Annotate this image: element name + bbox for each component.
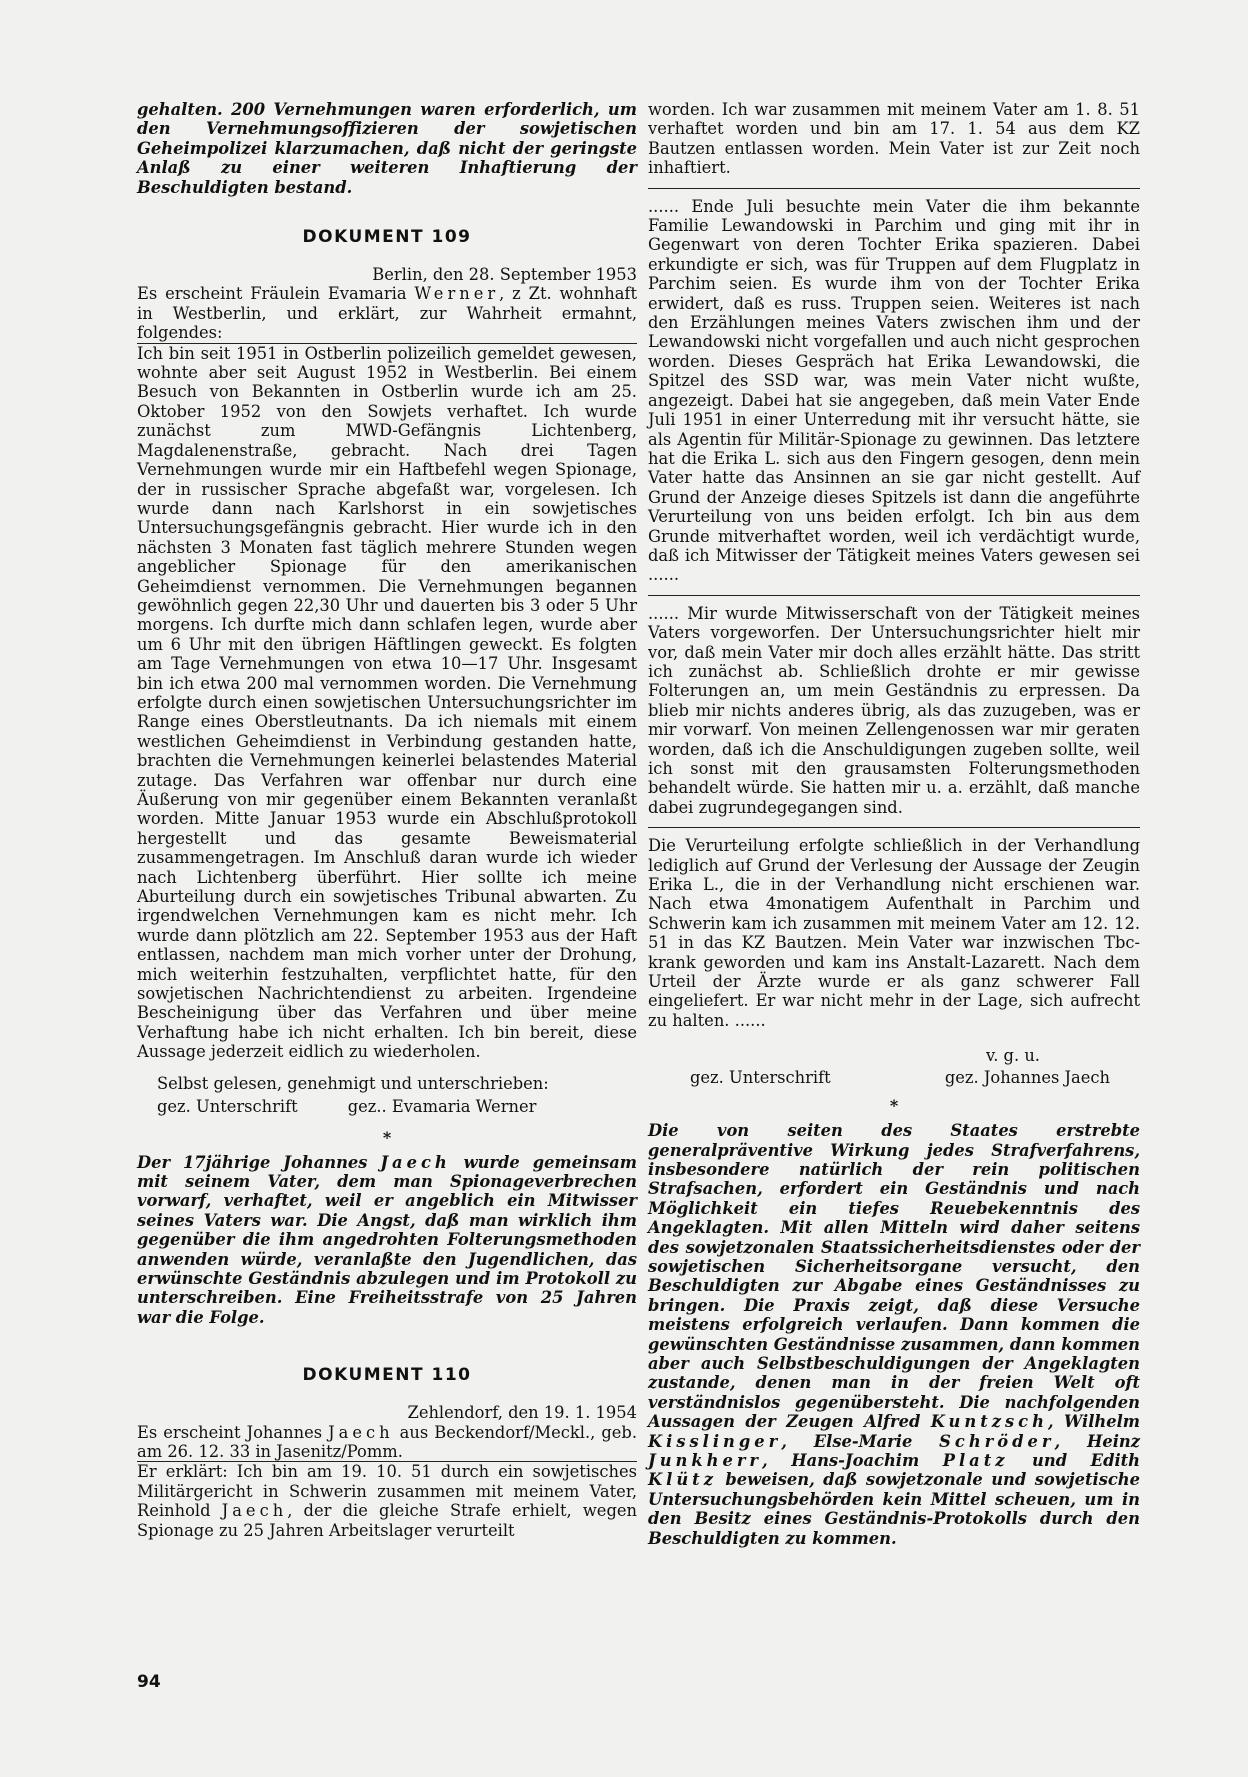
document-110-dateline: Zehlendorf, den 19. 1. 1954: [407, 1403, 637, 1423]
signature-left: gez. Unterschrift: [690, 1067, 831, 1087]
left-column: [137, 100, 637, 1540]
document-109-heading: DOKUMENT 109: [302, 227, 472, 248]
witness-name: Werner: [414, 284, 500, 304]
signature-right: gez.. Evamaria Werner: [347, 1097, 537, 1117]
document-110-intro: Es erscheint Johannes Jaech aus Beckendorf/Meckl., geb. am 26. 12. 33 in Jasenitz/Pomm.: [137, 1422, 637, 1461]
document-109-body: Ich bin seit 1951 in Ostberlin polizeilich gemeldet gewesen, wohnte aber seit August 1952 in Westberlin. Bei einem Besuch von Bekannten in Ostberlin wurde ich am 25. Oktober 1952 von den Sowjets verhaftet. Ich wurde zunächst zum MWD-Gefängnis Lichtenberg, Magdalenenstraße, gebracht. Nach drei Tagen Vernehmungen wurde mir ein Haftbefehl wegen Spionage, der in russischer Sprache abgefaßt war, vorgelesen. Ich wurde dann nach Karlshorst in ein sowjetisches Untersuchungsgefängnis gebracht. Hier wurde ich in den nächsten 3 Monaten fast täglich mehrere Stunden wegen angeblicher Spionage für den amerikanischen Geheimdienst vernommen. Die Vernehmungen begannen gewöhnlich gegen 22,30 Uhr und dauerten bis 3 oder 5 Uhr morgens. Ich durfte mich dann schlafen legen, wurde aber um 6 Uhr mit den übrigen Häftlingen geweckt. Es folgten am Tage Vernehmungen von etwa 10—17 Uhr. Insgesamt bin ich etwa 200 mal vernommen worden. Die Vernehmung erfolgte durch einen sowjetischen Untersuchungsrichter im Range eines Oberstleutnants. Da ich niemals mit einem westlichen Geheimdienst in Verbindung gestanden hatte, brachten die Vernehmungen keinerlei belastendes Material zutage. Das Verfahren war offenbar nur durch eine Äußerung von mir gegenüber einem Bekannten veranlaßt worden. Mitte Januar 1953 wurde ein Abschlußprotokoll hergestellt und das gesamte Beweismaterial zusammengetragen. Im Anschluß daran wurde ich wieder nach Lichtenberg überführt. Hier sollte ich meine Aburteilung durch ein sowjetisches Tribunal abwarten. Zu irgendwelchen Vernehmungen kam es nicht mehr. Ich wurde dann plötzlich am 22. September 1953 aus der Haft entlassen, nachdem man mich vorher unter der Drohung, mich weiterhin festzuhalten, verpflichtet hatte, für den sowjetischen Nachrichtendienst zu arbeiten. Irgendeine Bescheinigung über das Verfahren und über meine Verhaftung habe ich nicht erhalten. Ich bin bereit, diese Aussage jederzeit eidlich zu wiederholen.: [137, 343, 637, 1062]
document-110-continuation: worden. Ich war zusammen mit meinem Vater am 1. 8. 51 verhaftet worden und bin am 17. 1. 54 aus dem KZ Bautzen entlassen worden. Mein Vater ist zur Zeit noch inhaftiert.: [648, 100, 1140, 178]
document-110-paragraph-3: ...... Mir wurde Mitwisserschaft von der Tätigkeit meines Vaters vorgeworfen. Der Untersuchungsrichter hielt mir vor, daß mein Vater mir doch alles erzählt hätte. Das stritt ich zunächst ab. Schließlich drohte er mir gewisse Folterungen an, um mein Geständnis zu erpressen. Da blieb mir nichts anderes übrig, als das zuzugeben, was er mir vorwarf. Von meinen Zellengenossen war mir geraten worden, daß ich die Anschuldigungen zugeben sollte, weil ich sonst mit den grausamsten Folterungsmethoden behandelt würde. Sie hatten mir u. a. erzählt, daß manche dabei zugrundegegangen sind.: [648, 603, 1140, 817]
document-109-dateline: Berlin, den 28. September 1953: [372, 265, 637, 285]
page-number: 94: [137, 1672, 161, 1692]
document-110-signatures: [648, 1066, 1140, 1087]
document-110-paragraph-4: Die Verurteilung erfolgte schließlich in der Verhandlung lediglich auf Grund der Verlesung der Aussage der Zeugin Erika L., die in der Verhandlung nicht erschienen war. Nach etwa 4monatigem Aufenthalt in Parchim und Schwerin kam ich zusammen mit meinem Vater am 12. 12. 51 in das KZ Bautzen. Mein Vater war inzwischen Tbc-krank geworden und kam ins Anstalt-Lazarett. Nach dem Urteil der Ärzte wurde er als ganz schwerer Fall eingeliefert. Er war nicht mehr in der Lage, sich aufrecht zu halten. ......: [648, 836, 1140, 1030]
intro-italic-paragraph: gehalten. 200 Vernehmungen waren erforderlich, um den Vernehmungsoffizieren der sowjetischen Geheimpolizei klarzumachen, daß nicht der geringste Anlaß zu einer weiteren Inhaftierung der Beschuldigten bestand.: [137, 100, 637, 197]
right-column: [648, 100, 1140, 1548]
document-109-signatures: [137, 1097, 637, 1116]
document-110-heading: DOKUMENT 110: [302, 1365, 472, 1386]
separator-star: *: [382, 1127, 392, 1147]
vgu-mark: v. g. u.: [985, 1046, 1040, 1066]
signature-right: gez. Johannes Jaech: [944, 1067, 1110, 1087]
divider: [648, 827, 1140, 828]
jaech-summary-italic: Der 17jährige Johannes Jaech wurde gemeinsam mit seinem Vater, dem man Spionageverbrechen vorwarf, verhaftet, weil er angeblich ein Mitwisser seines Vaters war. Die Angst, daß man wirklich ihm gegenüber die ihm angedrohten Folterungsmethoden anwenden würde, veranlaßte den Jugendlichen, das erwünschte Geständnis abzulegen und im Protokoll zu unterschreiben. Eine Freiheitsstrafe von 25 Jahren war die Folge.: [137, 1152, 637, 1327]
divider: [648, 188, 1140, 189]
document-110-paragraph-2: ...... Ende Juli besuchte mein Vater die ihm bekannte Familie Lewandowski in Parchim und ging mit ihr in Gegenwart von deren Tochter Erika spazieren. Dabei erkundigte er sich, was für Truppen auf dem Flugplatz in Parchim seien. Es wurde ihm von der Tochter Erika erwidert, daß es russ. Truppen seien. Weiteres ist nach den Erzählungen meines Vaters zwischen ihm und der Lewandowski nicht vorgefallen und auch nicht gesprochen worden. Dieses Gespräch hat Erika Lewandowski, die Spitzel des SSD war, was mein Vater nicht wußte, angezeigt. Dabei hat sie angegeben, daß mein Vater Ende Juli 1951 in einer Unterredung mit ihr versucht hätte, sie als Agentin für Militär-Spionage zu gewinnen. Das letztere hat die Erika L. sich aus den Fingern gesogen, denn mein Vater hatte das Ansinnen an sie gar nicht gestellt. Auf Grund der Anzeige dieses Spitzels ist dann die angeführte Verurteilung von uns beiden erfolgt. Ich bin aus dem Grunde mitverhaftet worden, weil ich verdächtigt wurde, daß ich Mitwisser der Tätigkeit meines Vaters gewesen sei ......: [648, 196, 1140, 585]
signature-left: gez. Unterschrift: [157, 1097, 298, 1117]
document-110-body-start: Er erklärt: Ich bin am 19. 10. 51 durch ein sowjetisches Militärgericht in Schwerin zusammen mit meinem Vater, Reinhold Jaech, der die gleiche Strafe erhielt, wegen Spionage zu 25 Jahren Arbeitslager verurteilt: [137, 1462, 637, 1540]
confession-commentary-italic: Die von seiten des Staates erstrebte generalpräventive Wirkung jedes Strafverfahrens, insbesondere natürlich der rein politischen Strafsachen, erfordert ein Geständnis und nach Möglichkeit ein tiefes Reuebekenntnis des Angeklagten. Mit allen Mitteln wird daher seitens des sowjetzonalen Staatssicherheitsdienstes oder der sowjetischen Sicherheitsorgane versucht, den Beschuldigten zur Abgabe eines Geständnisses zu bringen. Die Praxis zeigt, daß diese Versuche meistens erfolgreich verlaufen. Dann kommen die gewünschten Geständnisse zusammen, dann kommen aber auch Selbstbeschuldigungen der Angeklagten zustande, denen man in der freien Welt oft verständnislos gegenübersteht. Die nachfolgenden Aussagen der Zeugen Alfred Kuntzsch, Wilhelm Kisslinger, Else-Marie Schröder, Heinz Junkherr, Hans-Joachim Platz und Edith Klütz beweisen, daß sowjetzonale und sowjetische Untersuchungsbehörden kein Mittel scheuen, um in den Besitz eines Geständnis-Protokolls durch den Beschuldigten zu kommen.: [648, 1121, 1140, 1548]
document-109-intro: Es erscheint Fräulein Evamaria Werner, z Zt. wohnhaft in Westberlin, und erklärt, zur Wahrheit ermahnt, folgendes:: [137, 284, 637, 343]
document-109-signature-line: Selbst gelesen, genehmigt und unterschrieben:: [157, 1073, 549, 1093]
separator-star: *: [889, 1096, 899, 1116]
divider: [648, 595, 1140, 596]
